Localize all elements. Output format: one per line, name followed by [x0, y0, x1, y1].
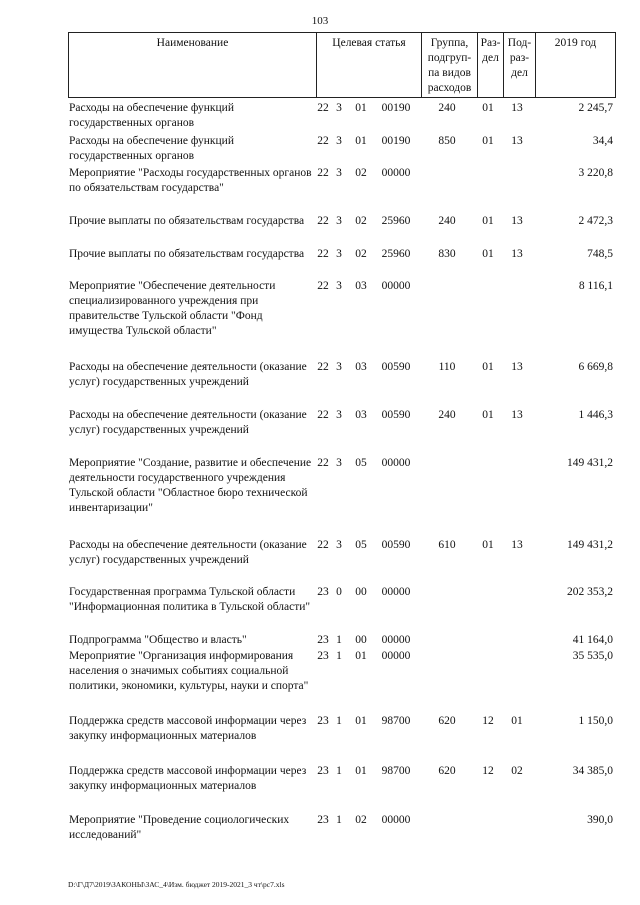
row-code-2: 3 — [336, 167, 342, 179]
row-group: 240 — [438, 409, 456, 421]
row-name: Мероприятие "Обеспечение деятельности специализированного учреждения при правительстве Тульской области "Фонд имущества Тульской области" — [69, 280, 276, 337]
row-code-2: 3 — [336, 215, 342, 227]
row-code-1: 22 — [317, 280, 329, 292]
row-subsection: 13 — [511, 135, 523, 147]
header-subsection: Под- раз- дел — [503, 33, 535, 97]
row-code-1: 23 — [317, 765, 329, 777]
row-code-3: 01 — [355, 650, 367, 662]
row-code-3: 05 — [355, 539, 367, 551]
row-amount: 1 446,3 — [578, 409, 613, 421]
row-name: Поддержка средств массовой информации через закупку информационных материалов — [69, 715, 307, 742]
row-code-3: 00 — [355, 586, 367, 598]
row-section: 12 — [482, 715, 494, 727]
row-code-2: 3 — [336, 457, 342, 469]
row-code-1: 23 — [317, 586, 329, 598]
row-code-1: 22 — [317, 457, 329, 469]
row-amount: 41 164,0 — [572, 634, 613, 646]
row-code-3: 01 — [355, 102, 367, 114]
row-code-1: 22 — [317, 167, 329, 179]
row-name: Мероприятие "Организация информирования населения о значимых событиях социальной политики, экономики, культуры, науки и спорта" — [69, 650, 309, 692]
row-code-4: 00000 — [381, 634, 411, 646]
row-subsection: 13 — [511, 539, 523, 551]
row-code-3: 05 — [355, 457, 367, 469]
header-group: Группа, подгруп- па видов расходов — [421, 33, 477, 97]
row-code-4: 00190 — [381, 102, 411, 114]
row-code-1: 22 — [317, 409, 329, 421]
row-section: 01 — [482, 539, 494, 551]
row-name: Прочие выплаты по обязательствам государства — [69, 215, 305, 227]
row-subsection: 13 — [511, 409, 523, 421]
file-path-footer: D:\Г\Д7\2019\ЗАКОНЫ\ЗАС_4\Изм. бюджет 2019-2021_3 чт\рс7.xls — [68, 880, 285, 889]
row-subsection: 13 — [511, 361, 523, 373]
row-code-3: 03 — [355, 361, 367, 373]
row-section: 01 — [482, 248, 494, 260]
row-code-2: 1 — [336, 650, 342, 662]
header-target: Целевая статья — [316, 33, 421, 97]
row-code-2: 1 — [336, 814, 342, 826]
row-code-4: 98700 — [381, 765, 411, 777]
row-section: 01 — [482, 409, 494, 421]
row-code-4: 00590 — [381, 361, 411, 373]
row-code-1: 23 — [317, 634, 329, 646]
row-name: Расходы на обеспечение деятельности (оказание услуг) государственных учреждений — [69, 409, 307, 436]
row-amount: 2 245,7 — [578, 102, 613, 114]
row-code-1: 22 — [317, 539, 329, 551]
row-name: Мероприятие "Проведение социологических исследований" — [69, 814, 290, 841]
row-section: 01 — [482, 135, 494, 147]
row-code-2: 3 — [336, 102, 342, 114]
row-name: Расходы на обеспечение деятельности (оказание услуг) государственных учреждений — [69, 539, 307, 566]
row-amount: 748,5 — [587, 248, 613, 260]
row-name: Мероприятие "Расходы государственных органов по обязательствам государства" — [69, 167, 312, 194]
row-code-2: 0 — [336, 586, 342, 598]
row-amount: 149 431,2 — [567, 539, 613, 551]
row-name: Подпрограмма "Общество и власть" — [69, 634, 247, 646]
row-name: Мероприятие "Создание, развитие и обеспечение деятельности государственного учреждения Тульской области "Областное бюро технической инвентаризации" — [69, 457, 312, 514]
row-code-2: 3 — [336, 539, 342, 551]
row-section: 01 — [482, 102, 494, 114]
row-code-3: 01 — [355, 715, 367, 727]
row-group: 240 — [438, 102, 456, 114]
row-code-3: 02 — [355, 248, 367, 260]
row-code-2: 3 — [336, 135, 342, 147]
row-group: 610 — [438, 539, 456, 551]
row-name: Поддержка средств массовой информации через закупку информационных материалов — [69, 765, 307, 792]
row-code-1: 23 — [317, 650, 329, 662]
row-code-3: 01 — [355, 765, 367, 777]
row-group: 850 — [438, 135, 456, 147]
row-name: Государственная программа Тульской области "Информационная политика в Тульской области" — [69, 586, 311, 613]
row-group: 110 — [438, 361, 456, 373]
row-code-4: 00000 — [381, 167, 411, 179]
page-number: 103 — [311, 15, 329, 27]
row-subsection: 01 — [511, 715, 523, 727]
row-amount: 1 150,0 — [578, 715, 613, 727]
row-code-3: 02 — [355, 167, 367, 179]
row-amount: 34 385,0 — [572, 765, 613, 777]
row-code-4: 00000 — [381, 650, 411, 662]
row-code-1: 22 — [317, 361, 329, 373]
row-amount: 149 431,2 — [567, 457, 613, 469]
row-group: 620 — [438, 715, 456, 727]
row-code-4: 00190 — [381, 135, 411, 147]
row-code-3: 02 — [355, 814, 367, 826]
row-amount: 3 220,8 — [578, 167, 613, 179]
header-year: 2019 год — [535, 33, 615, 97]
row-code-4: 98700 — [381, 715, 411, 727]
row-code-4: 00590 — [381, 409, 411, 421]
row-section: 01 — [482, 215, 494, 227]
row-code-2: 1 — [336, 634, 342, 646]
row-group: 620 — [438, 765, 456, 777]
row-amount: 202 353,2 — [567, 586, 613, 598]
row-code-2: 3 — [336, 248, 342, 260]
row-code-2: 3 — [336, 361, 342, 373]
row-amount: 34,4 — [592, 135, 613, 147]
row-code-3: 01 — [355, 135, 367, 147]
row-subsection: 13 — [511, 102, 523, 114]
row-code-4: 00000 — [381, 280, 411, 292]
row-code-1: 23 — [317, 814, 329, 826]
header-section: Раз- дел — [477, 33, 503, 97]
row-amount: 6 669,8 — [578, 361, 613, 373]
row-code-3: 00 — [355, 634, 367, 646]
row-code-1: 23 — [317, 715, 329, 727]
row-code-1: 22 — [317, 135, 329, 147]
row-code-1: 22 — [317, 102, 329, 114]
row-code-3: 03 — [355, 280, 367, 292]
row-code-4: 00000 — [381, 457, 411, 469]
row-code-1: 22 — [317, 248, 329, 260]
row-name: Расходы на обеспечение функций государственных органов — [69, 135, 234, 162]
header-name: Наименование — [156, 37, 229, 49]
row-subsection: 13 — [511, 215, 523, 227]
row-code-2: 3 — [336, 409, 342, 421]
row-name: Расходы на обеспечение деятельности (оказание услуг) государственных учреждений — [69, 361, 307, 388]
row-subsection: 13 — [511, 248, 523, 260]
row-section: 01 — [482, 361, 494, 373]
row-subsection: 02 — [511, 765, 523, 777]
row-code-4: 25960 — [381, 248, 411, 260]
row-group: 830 — [438, 248, 456, 260]
row-amount: 35 535,0 — [572, 650, 613, 662]
row-code-1: 22 — [317, 215, 329, 227]
row-code-4: 00000 — [381, 814, 411, 826]
row-code-4: 00000 — [381, 586, 411, 598]
row-name: Прочие выплаты по обязательствам государства — [69, 248, 305, 260]
row-code-3: 03 — [355, 409, 367, 421]
row-name: Расходы на обеспечение функций государственных органов — [69, 102, 234, 129]
row-code-2: 1 — [336, 715, 342, 727]
row-code-4: 25960 — [381, 215, 411, 227]
row-amount: 8 116,1 — [578, 280, 613, 292]
row-group: 240 — [438, 215, 456, 227]
row-code-4: 00590 — [381, 539, 411, 551]
row-code-3: 02 — [355, 215, 367, 227]
row-code-2: 3 — [336, 280, 342, 292]
row-code-2: 1 — [336, 765, 342, 777]
row-amount: 2 472,3 — [578, 215, 613, 227]
row-amount: 390,0 — [587, 814, 613, 826]
row-section: 12 — [482, 765, 494, 777]
